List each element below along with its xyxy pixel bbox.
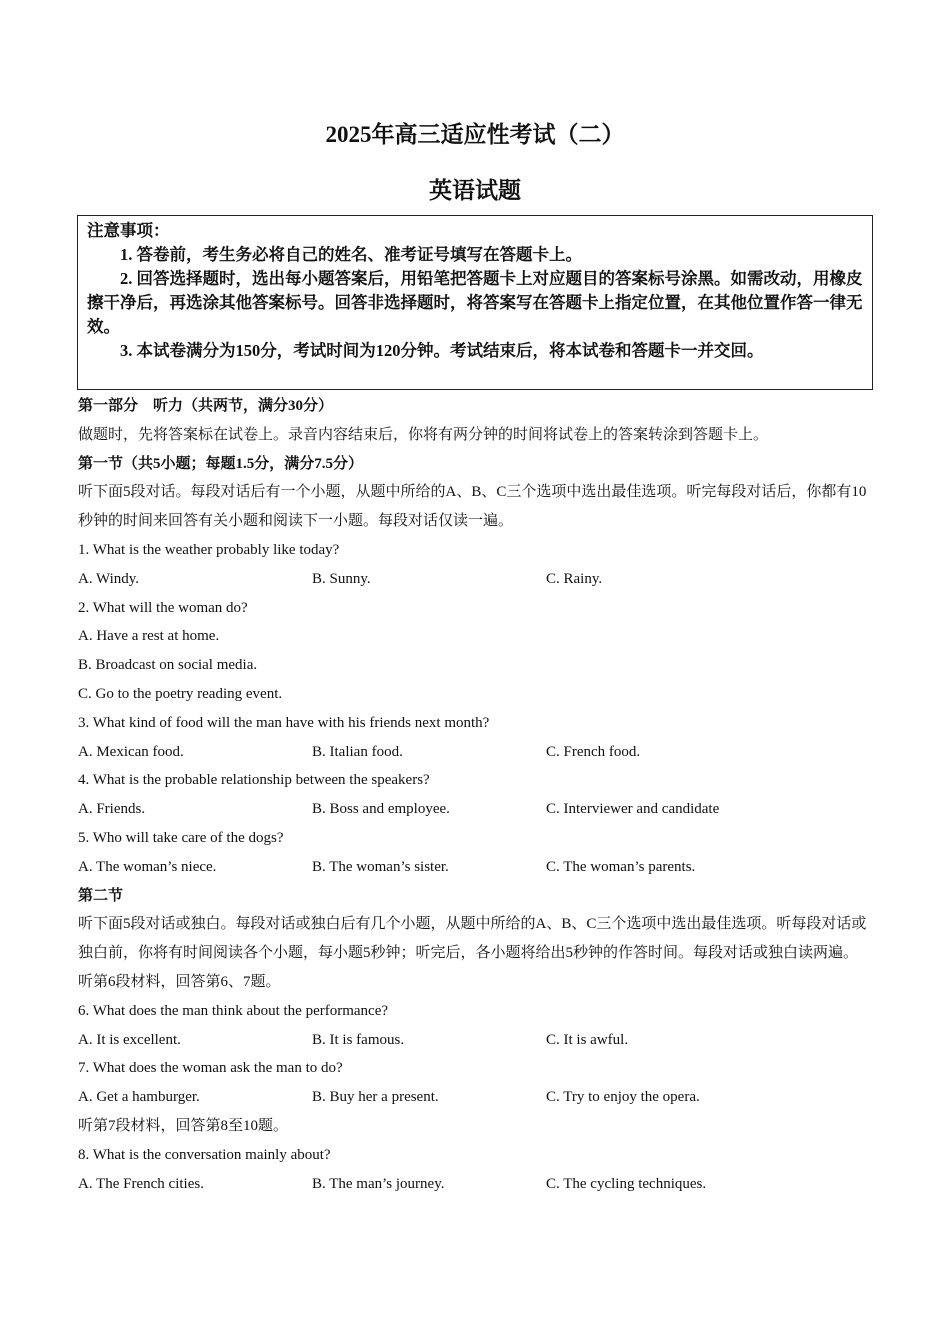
option-a: A. Mexican food. [78, 743, 184, 760]
option-a: A. Have a rest at home. [78, 628, 220, 645]
option-a: A. It is excellent. [78, 1031, 181, 1048]
notice-item-1: 1. 答卷前，考生务必将自己的姓名、准考证号填写在答题卡上。 [120, 245, 582, 264]
option-a: A. Windy. [78, 570, 140, 587]
part1-instruction: 做题时，先将答案标在试卷上。录音内容结束后，你将有两分钟的时间将试卷上的答案转涂到答题卡上。 [78, 426, 769, 443]
question-options [78, 738, 878, 767]
section1-heading: 第一节（共5小题；每题1.5分，满分7.5分） [78, 455, 364, 472]
option-b: B. Boss and employee. [312, 801, 450, 818]
question-stem: 1. What is the weather probably like today? [78, 541, 340, 558]
option-a: A. The French cities. [78, 1175, 204, 1192]
section2-instruction: 听下面5段对话或独白。每段对话或独白后有几个小题，从题中所给的A、B、C三个选项中选出最佳选项。听每段对话或独白前，你将有时间阅读各个小题，每小题5秒钟；听完后，各小题将给出5秒钟的作答时间。每段对话或独白读两遍。 [78, 916, 867, 962]
exam-subtitle: 英语试题 [429, 178, 521, 203]
question-options [78, 1026, 878, 1055]
option-b: B. Italian food. [312, 743, 403, 760]
option-c: C. Go to the poetry reading event. [78, 685, 283, 702]
question-options [78, 1083, 878, 1112]
question-options [78, 565, 878, 594]
option-b: B. The man’s journey. [312, 1175, 445, 1192]
notice-box [77, 215, 873, 390]
option-b: B. Sunny. [312, 570, 371, 587]
option-a: A. Get a hamburger. [78, 1089, 200, 1106]
option-b: B. Broadcast on social media. [78, 657, 258, 674]
option-a: A. Friends. [78, 801, 146, 818]
option-c: C. Interviewer and candidate [546, 801, 720, 818]
question-options [78, 795, 878, 824]
question-stem: 4. What is the probable relationship between the speakers? [78, 772, 430, 789]
section2-heading: 第二节 [78, 887, 124, 904]
question-stem: 3. What kind of food will the man have with his friends next month? [78, 714, 490, 731]
notice-heading: 注意事项： [87, 221, 170, 240]
material-note: 听第7段材料，回答第8至10题。 [78, 1117, 289, 1134]
material-note: 听第6段材料，回答第6、7题。 [78, 973, 281, 990]
option-c: C. French food. [546, 743, 641, 760]
question-stem: 2. What will the woman do? [78, 599, 248, 616]
question-stem: 8. What is the conversation mainly about? [78, 1146, 331, 1163]
question-stem: 7. What does the woman ask the man to do? [78, 1060, 343, 1077]
option-b: B. The woman’s sister. [312, 858, 449, 875]
section1-instruction: 听下面5段对话。每段对话后有一个小题，从题中所给的A、B、C三个选项中选出最佳选项。听完每段对话后，你都有10秒钟的时间来回答有关小题和阅读下一小题。每段对话仅读一遍。 [78, 484, 867, 530]
part1-heading: 第一部分 听力（共两节，满分30分） [78, 398, 334, 414]
question-options [78, 853, 878, 882]
option-a: A. The woman’s niece. [78, 858, 217, 875]
notice-item-3: 3. 本试卷满分为150分，考试时间为120分钟。考试结束后，将本试卷和答题卡一并交回。 [120, 341, 764, 360]
question-options [78, 1170, 878, 1199]
question-stem: 6. What does the man think about the performance? [78, 1002, 389, 1019]
option-c: C. It is awful. [546, 1031, 629, 1048]
option-b: B. Buy her a present. [312, 1089, 439, 1106]
option-c: C. Try to enjoy the opera. [546, 1089, 700, 1106]
exam-title: 2025年高三适应性考试（二） [325, 122, 625, 147]
question-stem: 5. Who will take care of the dogs? [78, 829, 284, 846]
notice-item-2: 2. 回答选择题时，选出每小题答案后，用铅笔把答题卡上对应题目的答案标号涂黑。如需改动，用橡皮擦干净后，再选涂其他答案标号。回答非选择题时，将答案写在答题卡上指定位置，在其他位置作答一律无效。 [87, 269, 863, 336]
option-c: C. Rainy. [546, 570, 603, 587]
option-c: C. The woman’s parents. [546, 858, 696, 875]
option-c: C. The cycling techniques. [546, 1175, 707, 1192]
option-b: B. It is famous. [312, 1031, 405, 1048]
exam-content [78, 392, 878, 1198]
